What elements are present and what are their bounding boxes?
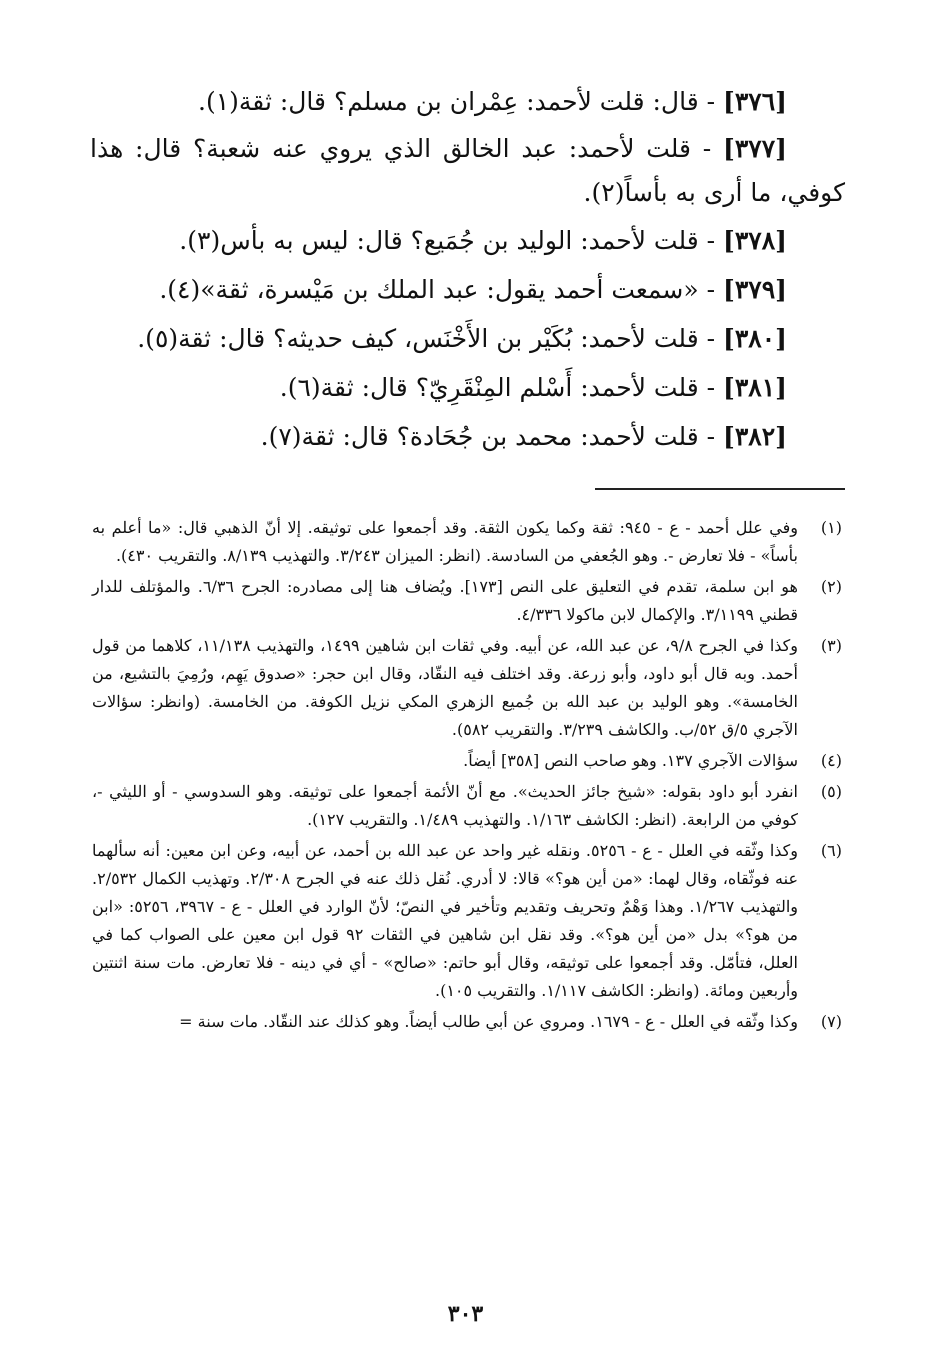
footnote-number: (٧) (820, 1012, 842, 1031)
footnote-text: وكذا في الجرح ٩/٨، عن عبد الله، عن أبيه. وفي ثقات ابن شاهين ١٤٩٩، والتهذيب ١١/١٣٨، كلاهما من قول أحمد. وبه قال أبو داود، وأبو زرعة. وقد اختلف فيه النقّاد، وقال ابن حجر: «صدوق يَهِم، ورُمِيَ بالتشيع، من الخامسة». وهو الوليد بن عبد الله بن جُميع الزهري المكي نزيل الكوفة. من الخامسة. (وانظر: سؤالات الآجري ٥/ق ٥٢/ب. والكاشف ٣/٢٣٩. والتقريب ٥٨٢). (92, 636, 799, 739)
entry-number: [٣٧٨] (723, 226, 787, 255)
footnote-7 (92, 1008, 842, 1036)
entry-376 (90, 78, 845, 125)
entry-377 (90, 127, 845, 215)
footnote-divider (595, 488, 845, 490)
footnote-number: (٥) (820, 782, 842, 801)
footnote-text: سؤالات الآجري ١٣٧. وهو صاحب النص [٣٥٨] أيضاً. (463, 751, 798, 770)
footnote-text: انفرد أبو داود بقوله: «شيخ جائز الحديث». مع أنّ الأئمة أجمعوا على توثيقه. وهو السدوسي - أو الليثي -، كوفي من الرابعة. (انظر: الكاشف ١/١٦٣. والتهذيب ١/٤٨٩. والتقريب ١٢٧). (92, 782, 798, 829)
footnote-1 (92, 514, 842, 570)
footnote-number: (٢) (820, 577, 842, 596)
entry-text: - قلت لأحمد: عبد الخالق الذي يروي عنه شعبة؟ قال: هذا كوفي، ما أرى به بأساً(٢). (90, 134, 845, 207)
footnote-number: (١) (820, 518, 842, 537)
entry-text: - «سمعت أحمد يقول: عبد الملك بن مَيْسرة، ثقة»(٤). (159, 275, 724, 304)
footnote-6 (92, 837, 842, 1005)
entry-text: - قلت لأحمد: محمد بن جُحَادة؟ قال: ثقة(٧). (260, 422, 724, 451)
footnote-3 (92, 632, 842, 744)
footnote-text: هو ابن سلمة، تقدم في التعليق على النص [١٧٣]. ويُضاف هنا إلى مصادره: الجرح ٦/٣٦. والمؤتلف للدار قطني ٣/١١٩٩. والإكمال لابن ماكولا ٤/٣٣٦. (92, 577, 798, 624)
entry-text: - قلت لأحمد: أَسْلم المِنْقَرِيّ؟ قال: ثقة(٦). (279, 373, 724, 402)
footnote-number: (٦) (820, 841, 842, 860)
entry-text: - قلت لأحمد: الوليد بن جُمَيع؟ قال: ليس به بأس(٣). (179, 226, 724, 255)
entry-number: [٣٧٧] (723, 134, 787, 163)
page-number: ٣٠٣ (447, 1301, 484, 1327)
footnote-text: وكذا وثّقه في العلل - ع - ٥٢٥٦. ونقله غير واحد عن عبد الله بن أحمد، عن أبيه، وعن ابن معين: أنه سألهما عنه فوثّقاه، وقال لهما: «من أين هو؟» قالا: لا أدري. نُقل ذلك عنه في الجرح ٢/٣٠٨. وتهذيب الكمال ٢/٥٣٢. والتهذيب ١/٢٦٧. وهذا وَهْمٌ وتحريف وتقديم وتأخير في النصّ؛ لأنّ الوارد في العلل - ع - ٣٩٦٧، ٥٢٥٦: «ابن من هو؟» بدل «من أين هو؟». وقد نقل ابن شاهين في الثقات ٩٢ قول ابن معين على الصواب كما في العلل، فتأمّل. وقد أجمعوا على توثيقه، وقال أبو حاتم: «صالح» - أي في دينه - فلا تعارض. مات سنة اثنتين وأربعين ومائة. (وانظر: الكاشف ١/١١٧. والتقريب ١٠٥). (92, 841, 799, 1000)
footnote-5 (92, 778, 842, 834)
entry-number: [٣٨٠] (723, 324, 787, 353)
footnote-text: وفي علل أحمد - ع - ٩٤٥: ثقة وكما يكون الثقة. وقد أجمعوا على توثيقه. إلا أنّ الذهبي قال: «ما أعلم به بأساً» - فلا تعارض -. وهو الجُعفي من السادسة. (انظر: الميزان ٣/٢٤٣. والتهذيب ٨/١٣٩. والتقريب ٤٣٠). (92, 518, 799, 565)
entry-number: [٣٧٦] (723, 87, 787, 116)
entry-number: [٣٨١] (723, 373, 787, 402)
footnote-2 (92, 573, 842, 629)
entry-text: - قال: قلت لأحمد: عِمْران بن مسلم؟ قال: ثقة(١). (198, 87, 724, 116)
footnotes (92, 514, 842, 1039)
entry-380 (90, 315, 845, 362)
entry-number: [٣٧٩] (723, 275, 787, 304)
footnote-number: (٣) (820, 636, 842, 655)
entry-379 (90, 266, 845, 313)
entry-382 (90, 413, 845, 460)
main-text (90, 78, 845, 460)
entry-text: - قلت لأحمد: بُكَيْر بن الأَخْنَس، كيف حديثه؟ قال: ثقة(٥). (137, 324, 724, 353)
footnote-number: (٤) (820, 751, 842, 770)
entry-381 (90, 364, 845, 411)
entry-378 (90, 217, 845, 264)
footnote-text: وكذا وثّقه في العلل - ع - ١٦٧٩. ومروي عن أبي طالب أيضاً. وهو كذلك عند النقّاد. مات سنة = (179, 1012, 798, 1031)
entry-number: [٣٨٢] (723, 422, 787, 451)
footnote-4 (92, 747, 842, 775)
